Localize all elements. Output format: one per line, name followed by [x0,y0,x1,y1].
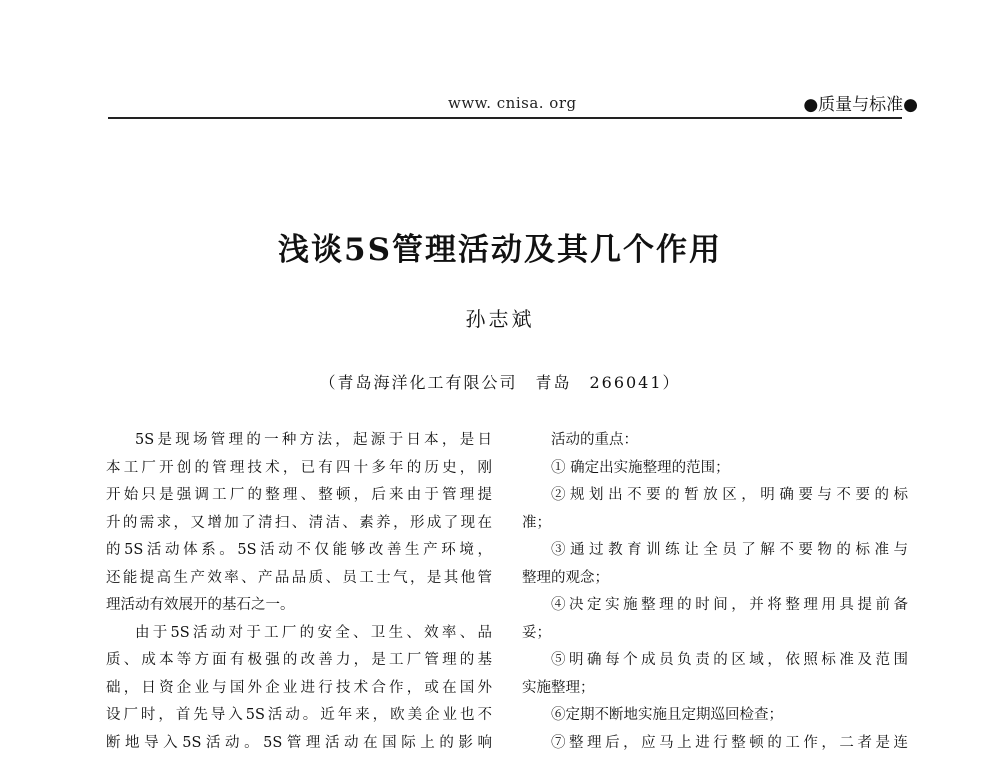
list-item: ⑥定期不断地实施且定期巡回检查； [551,707,783,723]
body-line: 活动的重点： [551,432,638,448]
body-line: 础，日资企业与国外企业进行技术合作，或在国外 [106,679,492,696]
header-rule [108,117,902,119]
body-line: 升的需求，又增加了清扫、清洁、素养，形成了现在 [106,514,492,531]
list-item: ⑦整理后，应马上进行整顿的工作，二者是连 [551,734,908,751]
article-title: 浅谈5S管理活动及其几个作用 [278,232,722,268]
body-line: 还能提高生产效率、产品品质、员工士气，是其他管 [106,569,492,586]
journal-website: www. cnisa. org [448,94,577,112]
body-line: 本工厂开创的管理技术，已有四十多年的历史，刚 [106,459,492,476]
body-line: 设厂时，首先导入5S活动。近年来，欧美企业也不 [106,707,492,723]
body-line: 整理的观念； [522,569,609,586]
body-line: 断地导入5S活动。5S管理活动在国际上的影响 [106,734,492,751]
list-item: ②规划出不要的暂放区，明确要与不要的标 [551,487,908,503]
body-column-right [522,427,908,757]
author-affiliation: （青岛海洋化工有限公司 青岛 266041） [319,373,681,392]
list-item: ④决定实施整理的时间，并将整理用具提前备 [551,597,908,613]
body-line: 妥； [522,624,551,641]
list-item: ① 确定出实施整理的范围； [551,459,730,476]
body-line: 实施整理； [522,679,595,696]
author-name: 孙志斌 [465,307,535,331]
body-line: 由于5S活动对于工厂的安全、卫生、效率、品 [135,624,492,641]
body-line: 理活动有效展开的基石之一。 [106,597,295,613]
body-line: 5S是现场管理的一种方法，起源于日本，是日 [135,432,492,448]
body-line: 的5S活动体系。5S活动不仅能够改善生产环境， [106,542,492,558]
list-item: ⑤明确每个成员负责的区域，依照标准及范围 [551,652,908,668]
body-line: 开始只是强调工厂的整理、整顿，后来由于管理提 [106,487,492,503]
section-label: ●质量与标准● [803,95,918,115]
body-line: 质、成本等方面有极强的改善力，是工厂管理的基 [106,652,492,668]
list-item: ③通过教育训练让全员了解不要物的标准与 [551,542,908,558]
body-column-left [106,427,492,757]
body-line: 准； [522,514,551,531]
